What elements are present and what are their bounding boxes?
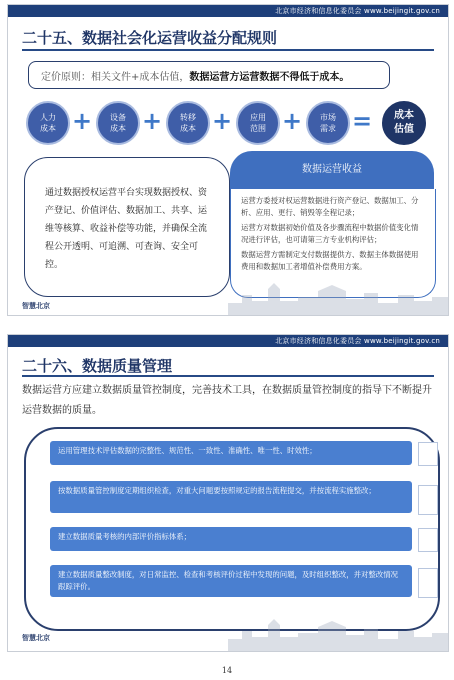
slide-revenue-rules bbox=[7, 4, 449, 316]
principle-highlight: 数据运营方运营数据不得低于成本。 bbox=[189, 72, 350, 83]
slide-quality-management bbox=[7, 334, 449, 652]
header-bar bbox=[8, 5, 448, 17]
platform-description-box bbox=[24, 157, 230, 297]
formula-transfer-cost: 转移 成本 bbox=[166, 101, 210, 145]
revenue-paragraph: 运营方对数据初始价值及各步骤流程中数据价值变化情况进行评估，也可请第三方专业机构评估； bbox=[241, 223, 419, 244]
title-divider bbox=[22, 49, 434, 51]
quality-item: 建立数据质量整改制度，对日常监控、检查和考核评价过程中发现的问题，及时组织整改，并对整改情况跟踪评价。 bbox=[50, 565, 412, 597]
skyline-decoration bbox=[228, 615, 448, 651]
skyline-decoration bbox=[228, 279, 448, 315]
revenue-paragraph: 运营方委授对权运营数据进行资产登记、数据加工、分析、应用、更行、销毁等全程记录； bbox=[241, 196, 419, 217]
principle-label: 定价原则：相关文件+成本估值， bbox=[41, 72, 190, 83]
plus-sign: + bbox=[212, 107, 233, 135]
pricing-principle bbox=[28, 61, 390, 89]
slide-title: 二十六、数据质量管理 bbox=[22, 357, 173, 375]
formula-cost-valuation: 成本 估值 bbox=[382, 101, 426, 145]
slide-title: 二十五、数据社会化运营收益分配规则 bbox=[22, 29, 278, 47]
gov-label: 北京市经济和信息化委员会 www.beijingit.gov.cn bbox=[275, 337, 440, 345]
brand-logo: 智慧北京 bbox=[22, 302, 50, 310]
formula-equipment-cost: 设备 成本 bbox=[96, 101, 140, 145]
platform-description: 通过数据授权运营平台实现数据授权、资产登记、价值评估、数据加工、共享、运维等核算、收益补偿等功能，并确保全流程公开透明、可追溯、可查询、安全可控。 bbox=[45, 188, 208, 270]
quality-items-frame bbox=[24, 427, 440, 631]
gov-label: 北京市经济和信息化委员会 www.beijingit.gov.cn bbox=[275, 7, 440, 15]
quality-item: 按数据质量管控制度定期组织检查，对重大问题要按照规定的报告流程提交，并按流程实施整改； bbox=[50, 481, 412, 513]
intro-text: 数据运营方应建立数据质量管控制度，完善技术工具，在数据质量管控制度的指导下不断提升运营数据的质量。 bbox=[22, 385, 432, 416]
quality-item: 建立数据质量考核的内部评价指标体系； bbox=[50, 527, 412, 551]
formula-application-scope: 应用 范围 bbox=[236, 101, 280, 145]
quality-item: 运用管理技术评估数据的完整性、规范性、一致性、准确性、唯一性、时效性； bbox=[50, 441, 412, 465]
formula-labor-cost: 人力 成本 bbox=[26, 101, 70, 145]
title-divider bbox=[22, 375, 434, 377]
plus-sign: + bbox=[72, 107, 93, 135]
plus-sign: + bbox=[142, 107, 163, 135]
formula-market-demand: 市场 需求 bbox=[306, 101, 350, 145]
header-bar bbox=[8, 335, 448, 347]
page-number: 14 bbox=[221, 666, 233, 675]
revenue-paragraph: 数据运营方需制定支付数据提供方、数据主体数据使用费用和数据加工者增值补偿费用方案。 bbox=[241, 250, 419, 271]
revenue-title: 数据运营收益 bbox=[230, 151, 434, 189]
plus-sign: + bbox=[282, 107, 303, 135]
brand-logo: 智慧北京 bbox=[22, 634, 50, 642]
equals-sign: = bbox=[352, 107, 373, 135]
